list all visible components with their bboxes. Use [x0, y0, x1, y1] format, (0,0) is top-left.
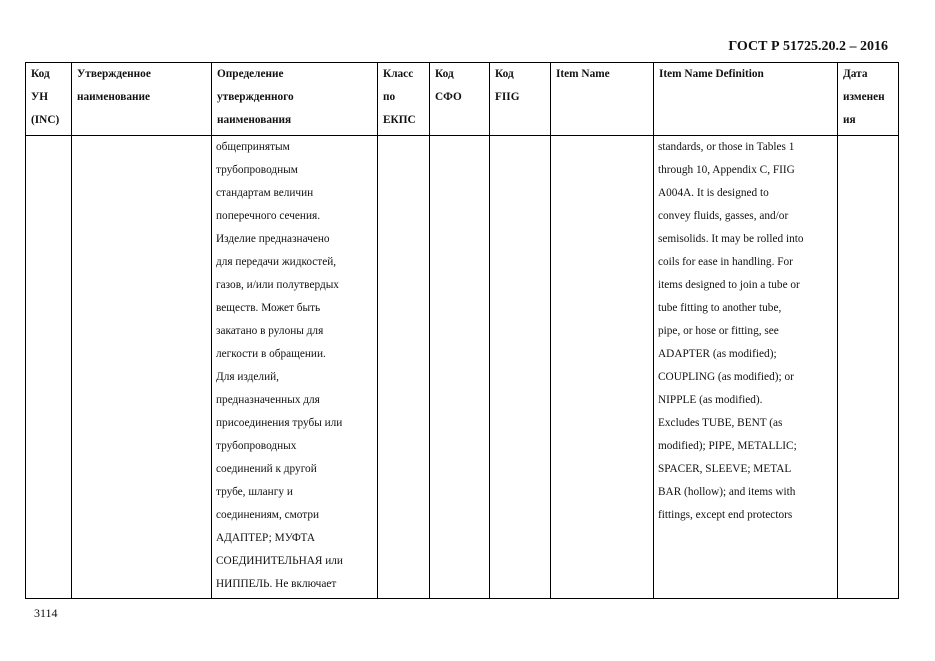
col-header-item-name — [551, 63, 654, 136]
header-line: наименование — [77, 91, 151, 103]
cell-change-date — [838, 136, 899, 599]
text-line: pipe, or hose or fitting, see — [658, 325, 779, 337]
text-line: Excludes TUBE, BENT (as — [658, 417, 783, 429]
header-line: Item Name — [556, 68, 610, 80]
header-line: ЕКПС — [383, 114, 416, 126]
header-line: Код — [435, 68, 454, 80]
col-header-fiig-code — [490, 63, 551, 136]
cell-inc — [26, 136, 72, 599]
cell-ekps-class — [378, 136, 430, 599]
text-line: СОЕДИНИТЕЛЬНАЯ или — [216, 555, 343, 567]
header-line: утвержденного — [217, 91, 294, 103]
document-header: ГОСТ Р 51725.20.2 – 2016 — [728, 39, 888, 54]
header-line: СФО — [435, 91, 462, 103]
text-line: Для изделий, — [216, 371, 279, 383]
text-line: газов, и/или полутвердых — [216, 279, 339, 291]
header-line: по — [383, 91, 396, 103]
col-header-approved-name — [72, 63, 212, 136]
cell-sfo-code — [430, 136, 490, 599]
col-header-change-date — [838, 63, 899, 136]
header-line: FIIG — [495, 91, 520, 103]
text-line: для передачи жидкостей, — [216, 256, 337, 268]
text-line: закатано в рулоны для — [216, 325, 324, 337]
text-line: трубе, шлангу и — [216, 486, 293, 498]
text-line: поперечного сечения. — [216, 210, 321, 222]
text-line: SPACER, SLEEVE; METAL — [658, 463, 792, 475]
header-line: Item Name Definition — [659, 68, 764, 80]
header-line: ия — [843, 114, 856, 126]
text-line: НИППЕЛЬ. Не включает — [216, 578, 337, 590]
text-line: tube fitting to another tube, — [658, 302, 782, 314]
text-line: легкости в обращении. — [216, 348, 326, 360]
text-line: COUPLING (as modified); or — [658, 371, 794, 383]
header-line: Код — [495, 68, 514, 80]
text-line: through 10, Appendix C, FIIG — [658, 164, 795, 176]
table-row — [26, 136, 899, 599]
catalog-table — [25, 62, 899, 599]
text-line: fittings, except end protectors — [658, 509, 793, 521]
cell-definition-en — [654, 136, 838, 599]
text-line: веществ. Может быть — [216, 302, 321, 314]
header-line: Код — [31, 68, 50, 80]
text-line: A004A. It is designed to — [658, 187, 769, 199]
text-line: items designed to join a tube or — [658, 279, 800, 291]
col-header-ekps-class — [378, 63, 430, 136]
header-line: наименования — [217, 114, 292, 126]
text-line: BAR (hollow); and items with — [658, 486, 796, 498]
header-line: Определение — [217, 68, 284, 80]
text-line: NIPPLE (as modified). — [658, 394, 763, 406]
cell-fiig-code — [490, 136, 551, 599]
text-line: соединениям, смотри — [216, 509, 320, 521]
text-line: трубопроводным — [216, 164, 298, 176]
header-row — [26, 63, 899, 136]
text-line: общепринятым — [216, 141, 290, 153]
text-line: стандартам величин — [216, 187, 314, 199]
text-line: convey fluids, gasses, and/or — [658, 210, 789, 222]
text-line: присоединения трубы или — [216, 417, 343, 429]
col-header-item-name-definition — [654, 63, 838, 136]
text-line: Изделие предназначено — [216, 233, 330, 245]
cell-approved-name — [72, 136, 212, 599]
header-line: Дата — [843, 68, 868, 80]
text-line: standards, or those in Tables 1 — [658, 141, 795, 153]
text-line: coils for ease in handling. For — [658, 256, 793, 268]
col-header-sfo-code — [430, 63, 490, 136]
header-line: УН — [31, 91, 49, 103]
header-line: изменен — [843, 91, 885, 103]
col-header-name-definition-ru — [212, 63, 378, 136]
cell-item-name — [551, 136, 654, 599]
header-line: Класс — [383, 68, 414, 80]
header-line: (INC) — [31, 114, 60, 126]
text-line: ADAPTER (as modified); — [658, 348, 777, 360]
text-line: трубопроводных — [216, 440, 297, 452]
page-number: 3114 — [34, 606, 58, 620]
text-line: semisolids. It may be rolled into — [658, 233, 804, 245]
col-header-inc — [26, 63, 72, 136]
cell-definition-ru — [212, 136, 378, 599]
text-line: modified); PIPE, METALLIC; — [658, 440, 797, 452]
text-line: АДАПТЕР; МУФТА — [216, 532, 315, 544]
text-line: предназначенных для — [216, 394, 320, 406]
text-line: соединений к другой — [216, 463, 317, 475]
header-line: Утвержденное — [77, 68, 151, 80]
